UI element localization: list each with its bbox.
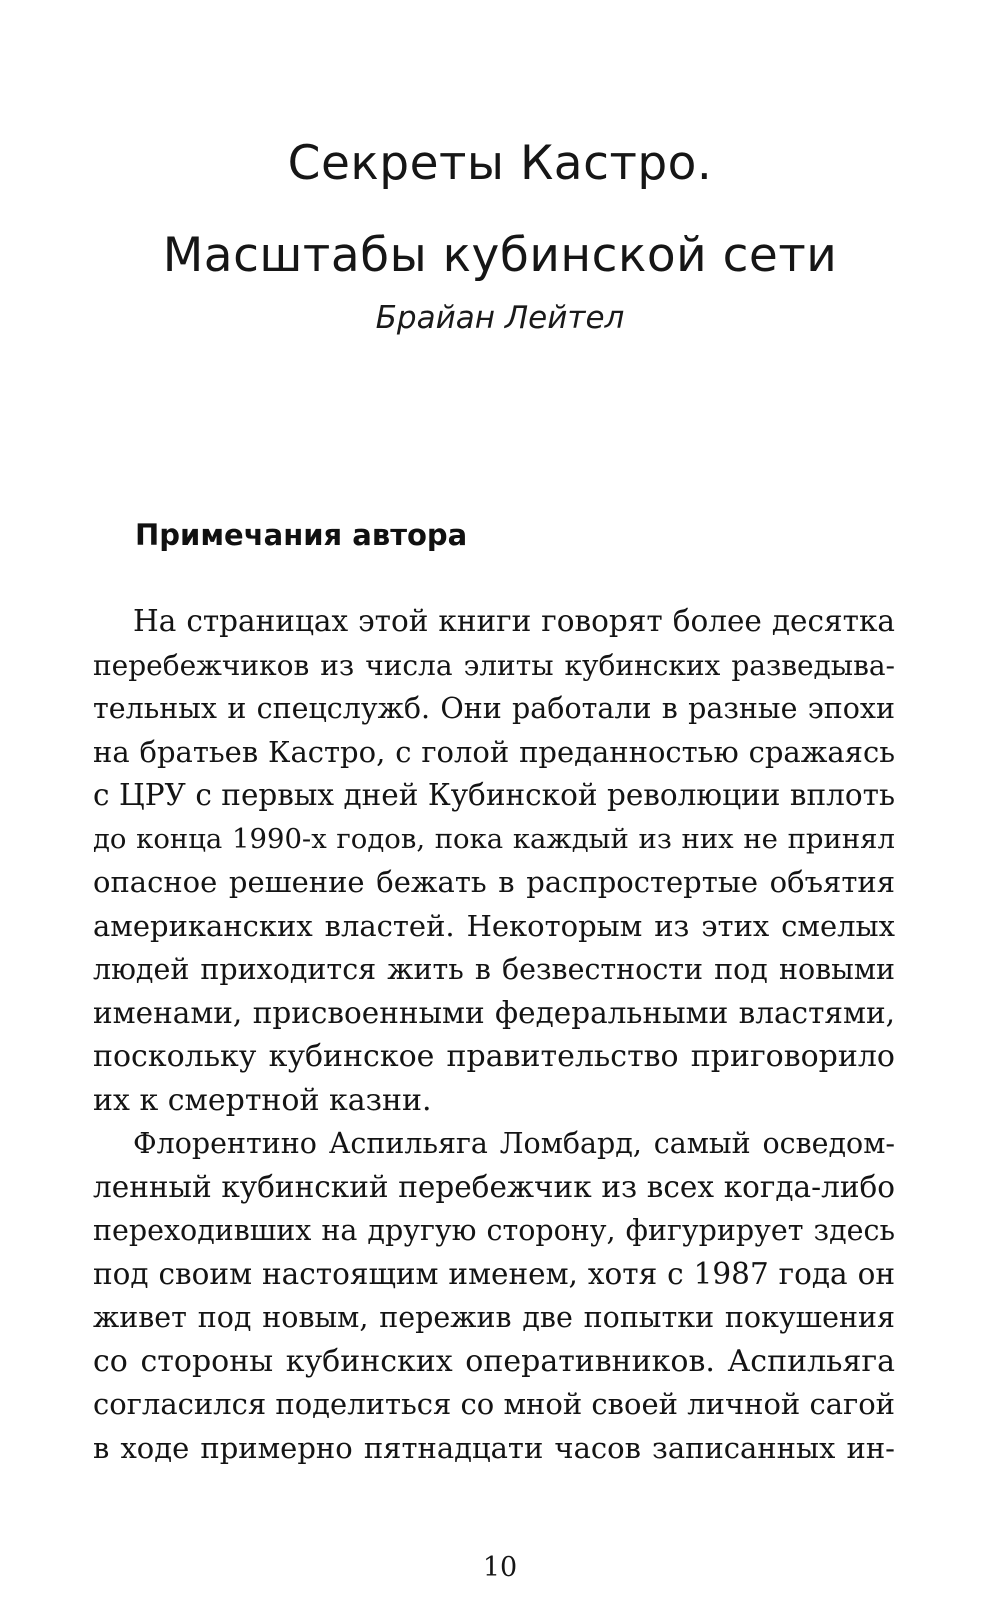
text-line: именами, присвоенными федеральными властями, — [93, 995, 895, 1030]
text-line: до конца 1990-х годов, пока каждый из них не принял — [93, 822, 895, 855]
text-line: их к смертной казни. — [93, 1082, 432, 1118]
text-line: ленный кубинский перебежчик из всех когда-либо — [93, 1169, 895, 1204]
text-line: тельных и спецслужб. Они работали в разные эпохи — [93, 692, 895, 725]
text-line: с ЦРУ с первых дней Кубинской революции вплоть — [93, 778, 895, 812]
text-line: в ходе примерно пятнадцати часов записанных ин- — [93, 1430, 895, 1465]
text-line: переходивших на другую сторону, фигурирует здесь — [93, 1214, 895, 1247]
chapter-title-line-2: Масштабы кубинской сети — [162, 228, 838, 283]
text-line: американских властей. Некоторым из этих смелых — [93, 908, 895, 943]
text-line: поскольку кубинское правительство приговорило — [93, 1039, 895, 1074]
section-heading: Примечания автора — [135, 518, 468, 552]
chapter-title-line-1: Секреты Кастро. — [287, 136, 713, 191]
text-line: опасное решение бежать в распростертые объятия — [93, 865, 895, 899]
text-line: согласился поделиться со мной своей личной сагой — [93, 1387, 895, 1421]
page-number: 10 — [482, 1552, 518, 1583]
text-line: со стороны кубинских оперативников. Аспильяга — [93, 1343, 895, 1379]
chapter-title — [0, 118, 1000, 302]
body-text — [93, 600, 895, 1470]
text-line: Флорентино Аспильяга Ломбард, самый осведом- — [133, 1127, 895, 1160]
text-line: людей приходится жить в безвестности под новыми — [93, 953, 895, 986]
text-line: перебежчиков из числа элиты кубинских разведыва- — [93, 648, 895, 682]
paragraph-2 — [93, 1122, 895, 1470]
text-line: под своим настоящим именем, хотя с 1987 года он — [93, 1256, 895, 1291]
text-line: на братьев Кастро, с голой преданностью сражаясь — [93, 734, 895, 769]
text-line: На страницах этой книги говорят более десятка — [133, 604, 895, 638]
text-line: живет под новым, пережив две попытки покушения — [93, 1301, 895, 1334]
paragraph-1 — [93, 600, 895, 1122]
chapter-author: Брайан Лейтел — [375, 300, 625, 336]
